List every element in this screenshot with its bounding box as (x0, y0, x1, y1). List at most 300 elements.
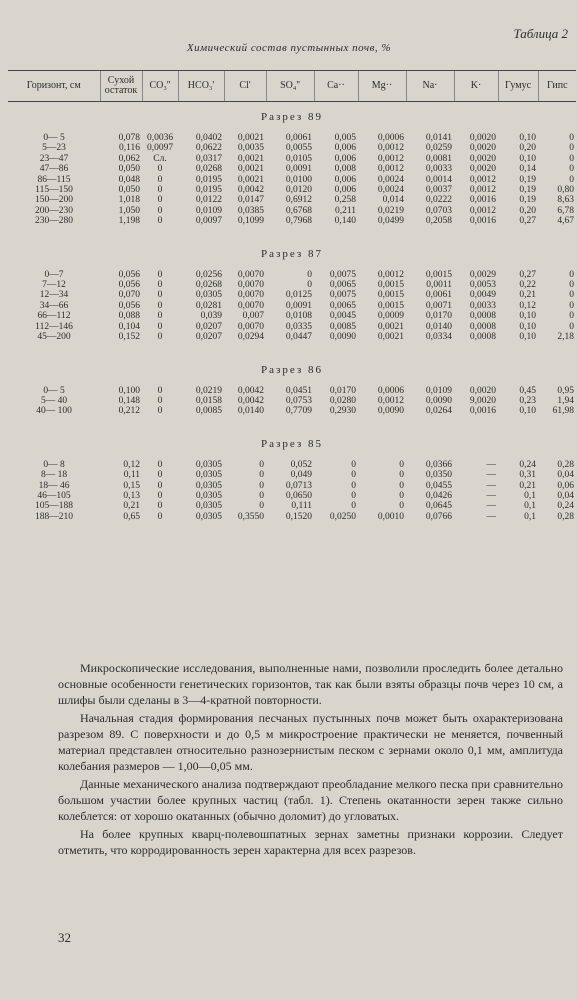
table-cell: 0,21 (519, 480, 536, 491)
table-cell: 0 (157, 385, 163, 396)
table-cell: 0,0207 (195, 332, 222, 343)
table-cell: 0 (351, 490, 356, 501)
table-cell: 86—115 (37, 174, 71, 185)
table-cell: 6,78 (557, 205, 574, 216)
table-cell: 0,80 (557, 185, 574, 196)
table-cell: 7—12 (42, 280, 66, 291)
table-cell: 0,2930 (329, 406, 356, 417)
table-cell: 0,0280 (329, 395, 356, 406)
table-cell: 0,0085 (329, 321, 356, 332)
table-cell: 115—150 (35, 185, 73, 196)
table-cell: 0,0035 (237, 143, 264, 154)
table-cell: 0,007 (242, 311, 264, 322)
table-cell: 0,0170 (425, 311, 452, 322)
table-cell: 0,006 (334, 174, 356, 185)
table-cell: 0,6912 (285, 195, 312, 206)
table-cell: 0 (157, 164, 163, 175)
column-header: SO₄'' (266, 71, 314, 102)
table-cell: 0,0753 (285, 395, 312, 406)
table-cell: 0,11 (123, 470, 140, 481)
table-cell: 0,10 (519, 406, 536, 417)
table-cell: 0,0075 (329, 269, 356, 280)
table-cell: 0,0045 (329, 311, 356, 322)
table-row (8, 290, 576, 300)
table-cell: 0 (569, 300, 574, 311)
table-row (8, 185, 576, 195)
table-cell: 0 (157, 395, 163, 406)
column-header: Cl' (224, 71, 266, 102)
table-cell: 0,0075 (329, 290, 356, 301)
table-row (8, 301, 576, 311)
table-cell: 0 (157, 321, 163, 332)
table-cell: 0,0305 (195, 470, 222, 481)
table-cell: 46—105 (37, 490, 71, 501)
table-cell: 0,0024 (377, 185, 404, 196)
table-cell: 0,100 (118, 385, 140, 396)
table-cell: 0,0071 (425, 300, 452, 311)
table-row (8, 512, 576, 522)
table-cell: 0,10 (519, 311, 536, 322)
table-cell: 0,0012 (377, 143, 404, 154)
table-cell: 0,65 (123, 511, 140, 522)
table-cell: 0 (259, 501, 264, 512)
table-cell: 0,0125 (285, 290, 312, 301)
table-cell: 0,0021 (377, 332, 404, 343)
table-cell: 0,006 (334, 143, 356, 154)
table-cell: 0,14 (519, 164, 536, 175)
table-cell: 0,0020 (469, 133, 496, 143)
table-cell: 0,1099 (237, 216, 264, 227)
table-cell: 0,0090 (377, 406, 404, 417)
table-cell: 0,0006 (377, 385, 404, 396)
table-cell: 188—210 (35, 511, 73, 522)
table-body (8, 102, 576, 523)
table-cell: 0,0645 (425, 501, 452, 512)
table-cell: 9,0020 (469, 395, 496, 406)
table-row (8, 386, 576, 396)
table-cell: 0 (157, 269, 163, 280)
table-cell: 0,0021 (237, 164, 264, 175)
table-cell: 0,0090 (329, 332, 356, 343)
table-cell: 0 (157, 490, 163, 501)
table-cell: 0,148 (118, 395, 140, 406)
table-cell: 0,3550 (237, 511, 264, 522)
table-cell: 0,0195 (195, 185, 222, 196)
table-cell: 0,0090 (425, 395, 452, 406)
table-cell: 4,67 (557, 216, 574, 227)
table-row (8, 195, 576, 205)
table-cell: 0 (399, 459, 404, 470)
table-cell: 0 (399, 490, 404, 501)
table-cell: 0,0451 (285, 385, 312, 396)
table-cell: 0 (399, 480, 404, 491)
table-cell: 0 (569, 153, 574, 164)
table-cell: 0,0305 (195, 501, 222, 512)
table-cell: 0,0108 (285, 311, 312, 322)
table-cell: 0 (157, 290, 163, 301)
table-cell: 0,0426 (425, 490, 452, 501)
table-cell: 0,0219 (377, 205, 404, 216)
table-cell: 112—146 (35, 321, 73, 332)
table-cell: 0,0012 (469, 174, 496, 185)
table-cell: 0,0281 (195, 300, 222, 311)
table-cell: 0,0065 (329, 280, 356, 291)
table-cell: 0 (157, 501, 163, 512)
table-cell: 0 (569, 143, 574, 154)
column-header: Гумус (498, 71, 538, 102)
table-cell: 0 (569, 269, 574, 280)
table-cell: 0 (569, 290, 574, 301)
table-cell: 0,0334 (425, 332, 452, 343)
table-cell: 0 (157, 406, 163, 417)
table-cell: 5—23 (42, 143, 66, 154)
table-row (8, 460, 576, 470)
table-cell: 0,0049 (469, 290, 496, 301)
table-cell: 0 (351, 480, 356, 491)
table-cell: 0,052 (290, 459, 312, 470)
table-cell: 0,0141 (425, 133, 452, 143)
table-cell: 0,111 (291, 501, 312, 512)
table-cell: 0,0109 (425, 385, 452, 396)
table-cell: 0,0140 (237, 406, 264, 417)
table-cell: 0,0350 (425, 470, 452, 481)
table-cell: 0,0070 (237, 269, 264, 280)
column-header: HCO₃' (178, 71, 224, 102)
table-cell: 0,10 (519, 153, 536, 164)
table-cell: 0,0366 (425, 459, 452, 470)
table-cell: 0,23 (519, 395, 536, 406)
table-cell: — (486, 490, 496, 501)
table-row (8, 206, 576, 216)
table-cell: 0 (157, 174, 163, 185)
table-cell: 0,0305 (195, 480, 222, 491)
table-cell: 0,24 (519, 459, 536, 470)
table-cell: 0,258 (334, 195, 356, 206)
body-text (58, 660, 563, 860)
table-cell: 0,12 (123, 459, 140, 470)
table-cell: 0,0033 (425, 164, 452, 175)
table-cell: 0,014 (382, 195, 404, 206)
table-cell: 0,0147 (237, 195, 264, 206)
table-cell: 0,0256 (195, 269, 222, 280)
table-cell: 0 (399, 470, 404, 481)
table-cell: Сл. (153, 153, 167, 164)
table-cell: — (486, 470, 496, 481)
table-cell: 0,95 (557, 385, 574, 396)
table-row (8, 491, 576, 501)
column-header: Горизонт, см (8, 71, 100, 102)
table-cell: 0,20 (519, 143, 536, 154)
table-cell: 0,0499 (377, 216, 404, 227)
table-cell: 0,0016 (469, 216, 496, 227)
table-cell: 0,0455 (425, 480, 452, 491)
table-cell: 0,0033 (469, 300, 496, 311)
table-cell: 0 (569, 174, 574, 185)
table-cell: 61,98 (552, 406, 574, 417)
table-cell: 0,006 (334, 153, 356, 164)
table-cell: 0,056 (118, 269, 140, 280)
table-cell: 0,0015 (377, 300, 404, 311)
table-cell: 0,0012 (469, 205, 496, 216)
table-cell: 0,0120 (285, 185, 312, 196)
table-cell: 0,0622 (195, 143, 222, 154)
table-cell: 0 (259, 480, 264, 491)
table-caption: Химический состав пустынных почв, % (186, 42, 392, 54)
table-row (8, 164, 576, 174)
section-gap (8, 343, 576, 355)
table-cell: 0,0447 (285, 332, 312, 343)
table-row (8, 133, 576, 143)
table-cell: 0 (569, 321, 574, 332)
column-header: Na· (406, 71, 454, 102)
table-cell: 0,0055 (285, 143, 312, 154)
table-cell: 0,0011 (426, 280, 452, 291)
table-cell: 0,008 (334, 164, 356, 175)
table-cell: 0,0268 (195, 280, 222, 291)
table-cell: 0,0122 (195, 195, 222, 206)
table-cell: 0,0703 (425, 205, 452, 216)
table-cell: 0,0012 (377, 269, 404, 280)
table-cell: 0,19 (519, 185, 536, 196)
table-cell: 0 (399, 501, 404, 512)
table-cell: 0 (157, 470, 163, 481)
column-header: Ca·· (314, 71, 358, 102)
table-cell: 0,0100 (285, 174, 312, 185)
table-cell: 0,152 (118, 332, 140, 343)
table-cell: 0,0020 (469, 143, 496, 154)
section-gap (8, 417, 576, 429)
table-cell: 0,28 (557, 459, 574, 470)
table-cell: 0,0021 (377, 321, 404, 332)
table-cell: 0 (157, 332, 163, 343)
table-cell: 0 (351, 459, 356, 470)
table-cell: 0 (569, 133, 574, 143)
table-cell: 200—230 (35, 205, 73, 216)
table-row (8, 216, 576, 226)
table-cell: 0,0085 (195, 406, 222, 417)
table-cell: 0,6768 (285, 205, 312, 216)
section-title-row (8, 102, 576, 134)
table-cell: 0,0305 (195, 459, 222, 470)
table-cell: 0,078 (118, 133, 140, 143)
table-cell: 0,19 (519, 174, 536, 185)
table-cell: 0,0008 (469, 332, 496, 343)
table-cell: 0,0021 (237, 153, 264, 164)
section-title: Разрез 89 (261, 111, 323, 123)
table-cell: 0,048 (118, 174, 140, 185)
table-cell: 0,070 (118, 290, 140, 301)
table-cell: 0 (351, 501, 356, 512)
table-cell: 0,0070 (237, 280, 264, 291)
table-cell: 0,7968 (285, 216, 312, 227)
column-header: Гипс (538, 71, 576, 102)
table-cell: 0,140 (334, 216, 356, 227)
table-cell: 0,062 (118, 153, 140, 164)
table-row (8, 175, 576, 185)
table-cell: 0 (157, 311, 163, 322)
table-cell: 45—200 (37, 332, 71, 343)
chemical-composition-table (8, 70, 576, 522)
table-cell: 0,0219 (195, 385, 222, 396)
table-cell: 0,27 (519, 269, 536, 280)
page-number: 32 (58, 930, 71, 945)
table-cell: 0 (259, 470, 264, 481)
section-title-row (8, 355, 576, 386)
table-cell: 0,0170 (329, 385, 356, 396)
table-cell: 0,0042 (237, 385, 264, 396)
table-cell: 0,056 (118, 280, 140, 291)
table-row (8, 396, 576, 406)
table-cell: 0,050 (118, 164, 140, 175)
table-cell: 0,0008 (469, 311, 496, 322)
table-cell: 0,0317 (195, 153, 222, 164)
table-cell: 105—188 (35, 501, 73, 512)
table-row (8, 332, 576, 342)
table-cell: 0,212 (118, 406, 140, 417)
table-cell: 0,104 (118, 321, 140, 332)
section-title-row (8, 429, 576, 460)
table-cell: 18— 46 (38, 480, 70, 491)
table-cell: 0,0109 (195, 205, 222, 216)
table-cell: 0,1520 (285, 511, 312, 522)
table-cell: 0,0009 (377, 311, 404, 322)
table-cell: 0,0065 (329, 300, 356, 311)
table-cell: 0,0158 (195, 395, 222, 406)
table-cell: 1,018 (118, 195, 140, 206)
table-cell: 0,0015 (425, 269, 452, 280)
table-cell: 12—34 (39, 290, 69, 301)
table-cell: — (486, 501, 496, 512)
table-cell: 0,19 (519, 195, 536, 206)
paragraph: Микроскопические исследования, выполненные нами, позволили проследить более детально основные особенности генетических горизонтов, так как были взяты образцы почв через 10 см, а шлифы были сделаны в 3—4-кратной повторности. (58, 661, 563, 707)
table-cell: 0,21 (123, 501, 140, 512)
table-cell: — (486, 459, 496, 470)
table-cell: 0,0268 (195, 164, 222, 175)
section-title-row (8, 239, 576, 270)
table-cell: 0,0042 (237, 185, 264, 196)
table-cell: 0,0010 (377, 511, 404, 522)
table-cell: 0,13 (123, 490, 140, 501)
table-cell: 0,0713 (285, 480, 312, 491)
table-cell: 230—280 (35, 216, 73, 227)
table-cell: 0,0385 (237, 205, 264, 216)
column-header: CO₃'' (142, 71, 178, 102)
table-cell: 0,088 (118, 311, 140, 322)
table-cell: 0,049 (290, 470, 312, 481)
section-title: Разрез 87 (261, 247, 323, 260)
table-cell: 8— 18 (40, 470, 68, 481)
table-cell: 0,2058 (425, 216, 452, 227)
table-cell: 0,0016 (469, 195, 496, 206)
table-cell: 0,12 (519, 300, 536, 311)
table-cell: 0,0222 (425, 195, 452, 206)
table-cell: 0,0091 (285, 300, 312, 311)
table-cell: 0,0070 (237, 290, 264, 301)
table-cell: 0,116 (118, 143, 140, 154)
table-cell: 0,0207 (195, 321, 222, 332)
table-cell: 0,1 (524, 511, 536, 522)
table-cell: 0,0029 (469, 269, 496, 280)
table-cell: 0,0020 (469, 153, 496, 164)
table-cell: 0— 8 (43, 459, 65, 470)
table-cell: 0,0012 (377, 164, 404, 175)
table-cell: 0,0305 (195, 511, 222, 522)
table-cell: 1,198 (118, 216, 140, 227)
table-cell: 0,7709 (285, 406, 312, 417)
table-cell: — (486, 480, 496, 491)
table-cell: 0,056 (118, 300, 140, 311)
table-row (8, 481, 576, 491)
paragraph: На более крупных кварц-полевошпатных зернах заметны признаки коррозии. Следует отметить, что корродированность зерен характерна для всех разрезов. (58, 827, 563, 857)
table-cell: 23—47 (39, 153, 69, 164)
table-cell: 0,04 (557, 490, 574, 501)
table-cell: 0 (157, 280, 163, 291)
table-cell: 0,0402 (195, 133, 222, 143)
table-cell: 0 (307, 280, 312, 291)
table-cell: 0,005 (334, 133, 356, 143)
table-cell: 0 (307, 269, 312, 280)
table-cell: 34—66 (39, 300, 69, 311)
table-cell: 0—7 (44, 269, 64, 280)
table-row (8, 143, 576, 153)
table-cell: 0 (157, 205, 163, 216)
table-cell: 8,63 (557, 195, 574, 206)
table-cell: 0,20 (519, 205, 536, 216)
table-cell: 0,0061 (425, 290, 452, 301)
table-cell: 0,0097 (195, 216, 222, 227)
table-cell: 0 (157, 459, 163, 470)
table-cell: 0 (351, 470, 356, 481)
table-cell: 0,0105 (285, 153, 312, 164)
table-cell: 0,050 (118, 185, 140, 196)
table-cell: 0 (157, 300, 163, 311)
table-cell: 0,0195 (195, 174, 222, 185)
table-row (8, 270, 576, 280)
table-cell: 0,0140 (425, 321, 452, 332)
table-cell: 0,0264 (425, 406, 452, 417)
table-cell: 1,050 (118, 205, 140, 216)
table-cell: 0,0036 (146, 133, 174, 143)
table-cell: 0,0021 (237, 133, 264, 143)
table-cell: 0 (569, 311, 574, 322)
table-cell: 0,0061 (285, 133, 312, 143)
table-cell: 0,0250 (329, 511, 356, 522)
table-cell: 0,0070 (237, 300, 264, 311)
table-cell: 0,0012 (469, 185, 496, 196)
table-cell: 0,0015 (377, 290, 404, 301)
table-cell: 5— 40 (40, 395, 68, 406)
table-cell: 0 (259, 490, 264, 501)
table-cell: 0,0016 (469, 406, 496, 417)
table-cell: 0,0024 (377, 174, 404, 185)
table-cell: 0,0053 (469, 280, 496, 291)
table-cell: 0,1 (524, 501, 536, 512)
table-cell: 0 (259, 459, 264, 470)
table-cell: 0,039 (200, 311, 222, 322)
table-cell: — (486, 511, 496, 522)
paragraph: Данные механического анализа подтверждают преобладание мелкого песка при сравнительно большом участии более крупных частиц (табл. 1). Степень окатанности зерен также сильно колеблется: от хорошо окатанных (обычно доломит) до угловатых. (58, 777, 563, 823)
table-cell: 0,0021 (237, 174, 264, 185)
table-cell: 0 (157, 216, 163, 227)
table-cell: 2,18 (557, 332, 574, 343)
table-cell: 0— 5 (43, 133, 65, 143)
table-cell: 0,0020 (469, 164, 496, 175)
table-cell: 1,94 (557, 395, 574, 406)
table-cell: 0,0294 (237, 332, 264, 343)
table-cell: 0,22 (519, 280, 536, 291)
table-cell: 0,0259 (425, 143, 452, 154)
table-cell: 0,0335 (285, 321, 312, 332)
